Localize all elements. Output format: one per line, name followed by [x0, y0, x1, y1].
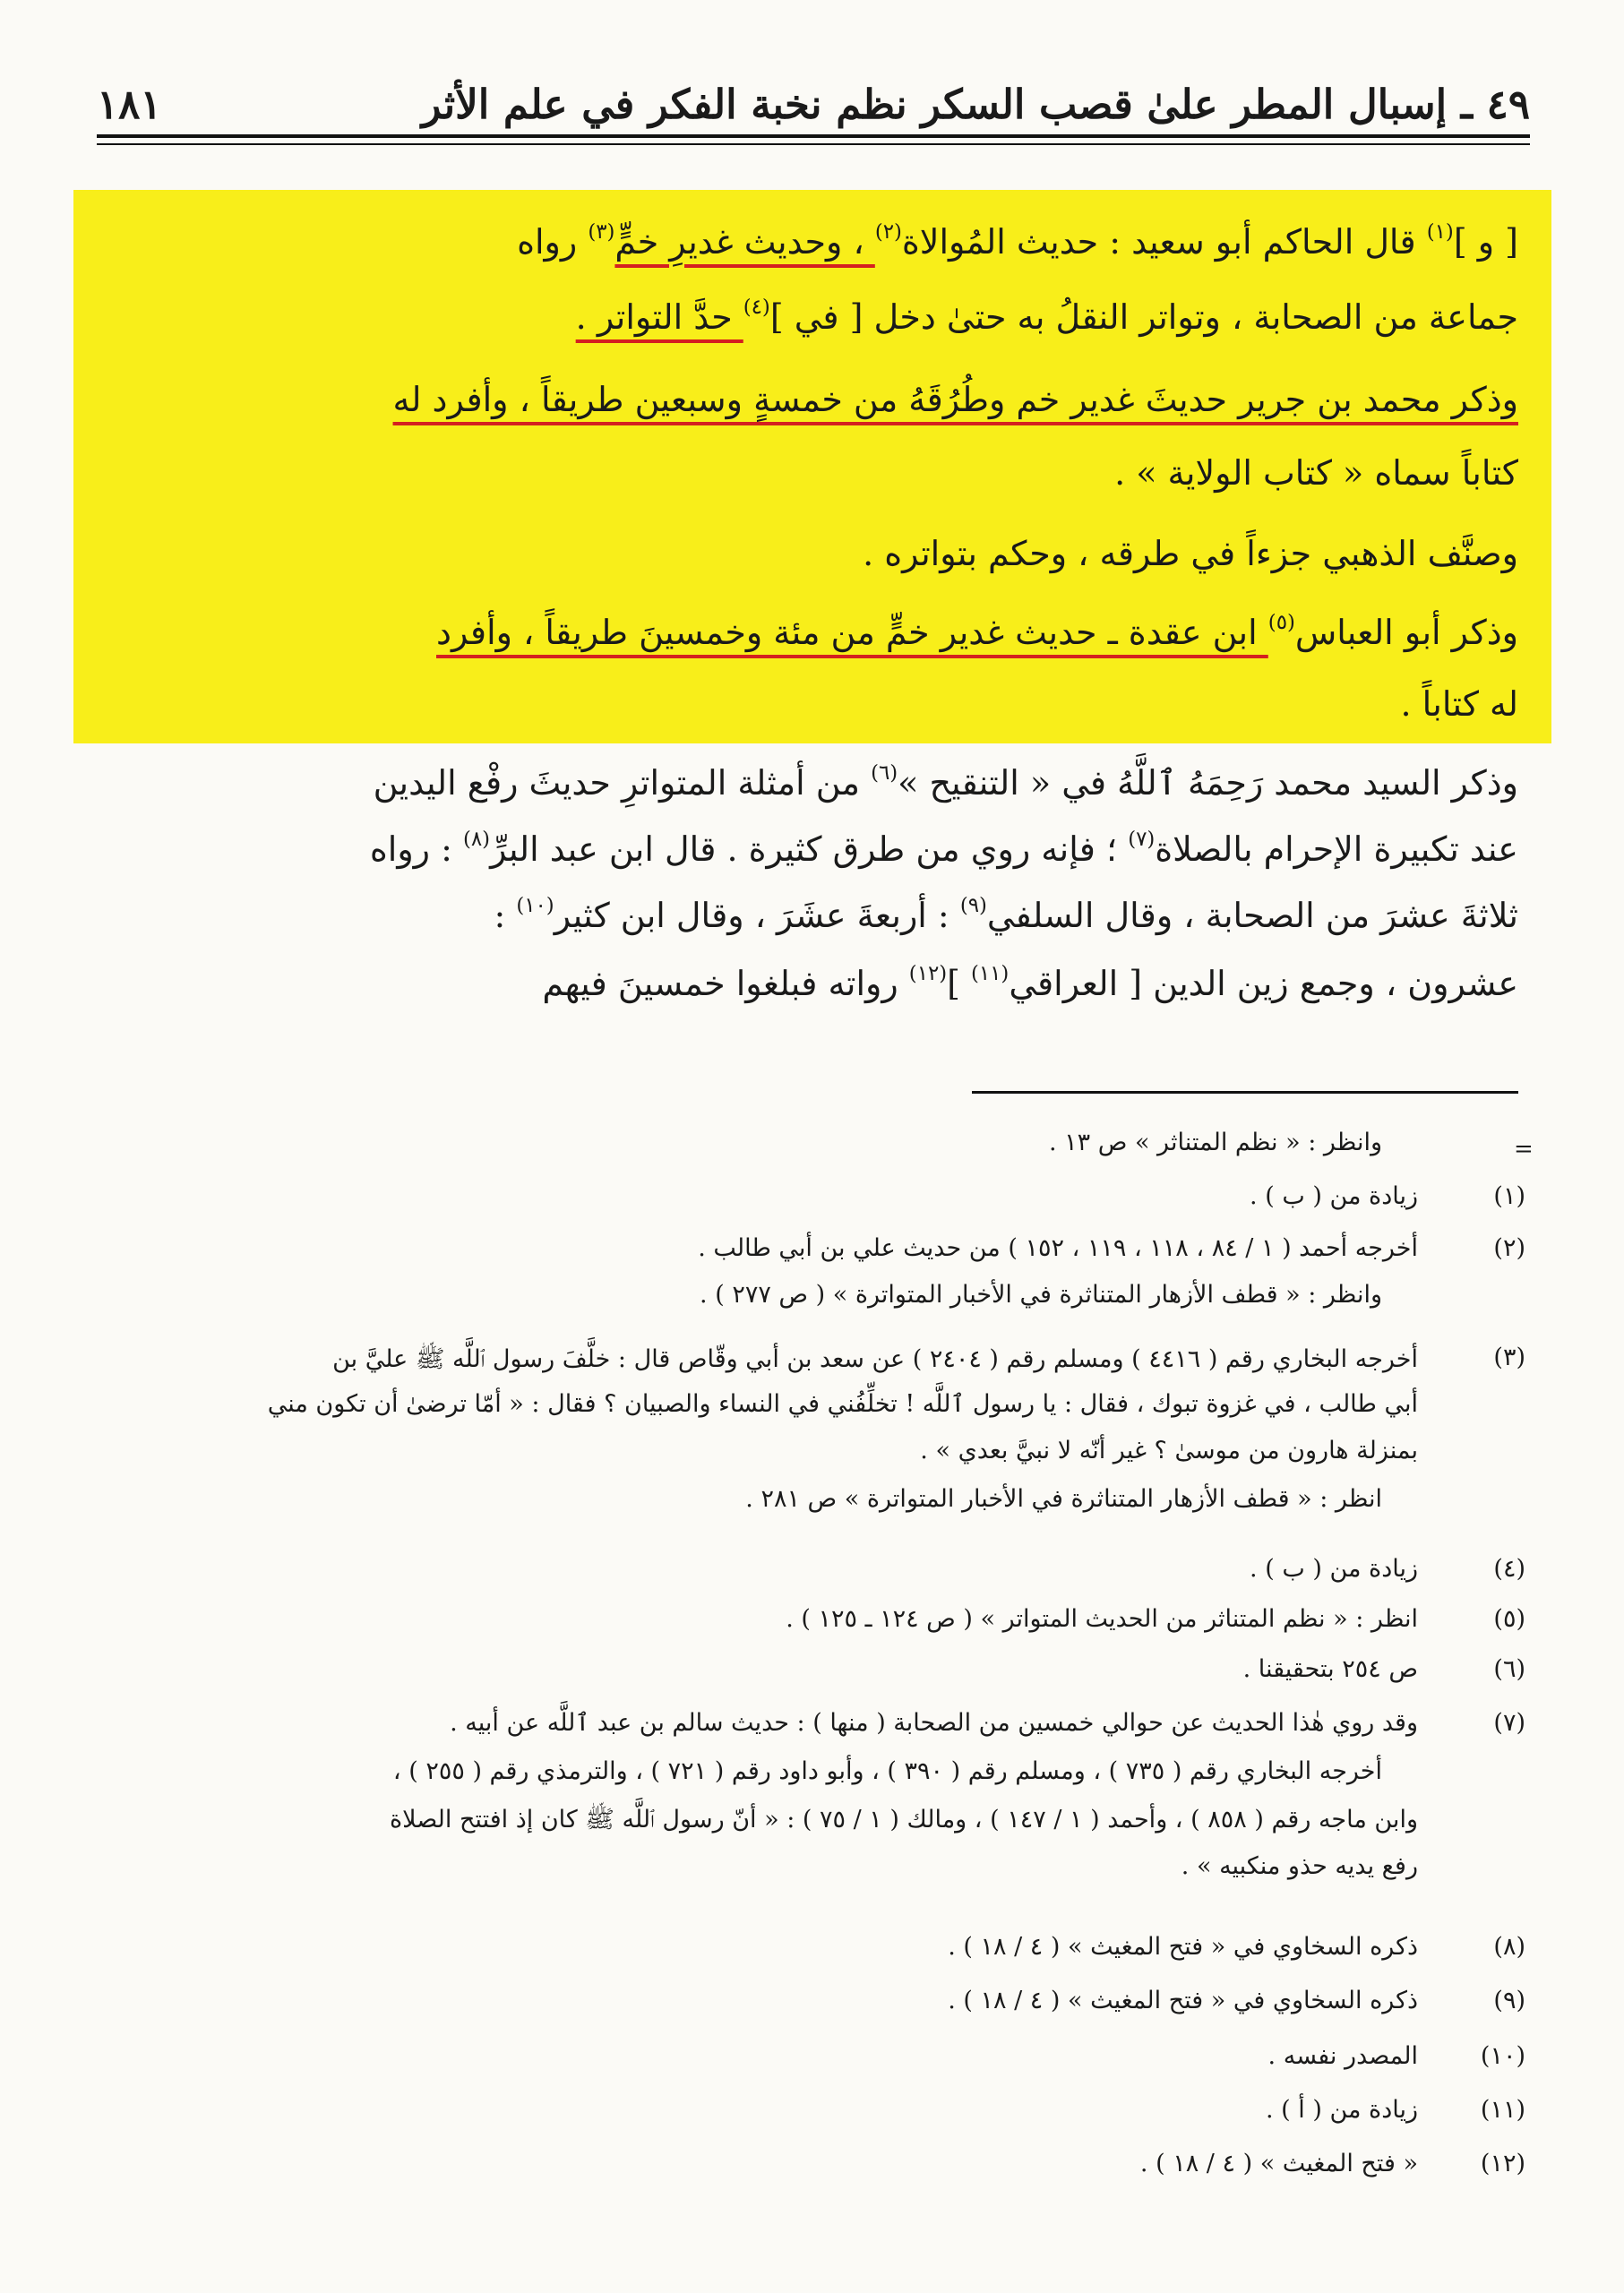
text-line: وصنَّف الذهبي جزءاً في طرقه ، وحكم بتواتره .: [863, 534, 1518, 573]
text-line: عند تكبيرة الإحرام بالصلاة$^{(٧)}$ ؛ فإنه روي من طرق كثيرة . قال ابن عبد البرِّ$^{(٨)}$ : رواه: [369, 827, 1518, 869]
footnote-separator: [972, 1091, 1518, 1094]
text-line: ثلاثةَ عشرَ من الصحابة ، وقال السلفي$^{(٩)}$ : أربعةَ عشَرَ ، وقال ابن كثير$^{(١٠)}$ :: [494, 893, 1518, 935]
text-line: له كتاباً .: [1400, 684, 1518, 724]
text-line: عشرون ، وجمع زين الدين [ العراقي$^{(١١)}$ ]$^{(١٢)}$ رواته فبلغوا خمسينَ فيهم: [542, 961, 1518, 1003]
text-line: كتاباً سماه « كتاب الولاية » .: [1114, 453, 1518, 493]
header-rule-thin: [97, 143, 1530, 145]
text-line: جماعة من الصحابة ، وتواتر النقلُ به حتىٰ دخل [ في ]$^{(٤)}$ حدَّ التواتر .: [575, 295, 1518, 337]
running-title: ٤٩ ـ إسبال المطر علىٰ قصب السكر نظم نخبة الفكر في علم الأثر: [421, 81, 1530, 128]
continuation-mark: =: [1514, 1136, 1534, 1163]
header-rule-thick: [97, 134, 1530, 138]
text-line: وذكر السيد محمد رَحِمَهُ ٱللَّهُ في « التنقيح »$^{(٦)}$ من أمثلة المتواترِ حديثَ رفْع اليدين: [373, 760, 1518, 803]
text-line: [ و ]$^{(١)}$ قال الحاكم أبو سعيد : حديث المُوالاة$^{(٢)}$ ، وحديث غديرِ خمٍّ$^{(٣)}$ رواه: [517, 219, 1518, 262]
text-line: وذكر أبو العباس$^{(٥)}$ ابن عقدة ـ حديث غدير خمٍّ من مئة وخمسينَ طريقاً ، وأفرد: [436, 610, 1518, 652]
page-number: ١٨١: [97, 81, 162, 128]
running-header: [97, 63, 1530, 143]
text-line: وذكر محمد بن جرير حديثَ غدير خم وطُرُقَهُ من خمسةٍ وسبعين طريقاً ، وأفرد له: [392, 380, 1518, 419]
